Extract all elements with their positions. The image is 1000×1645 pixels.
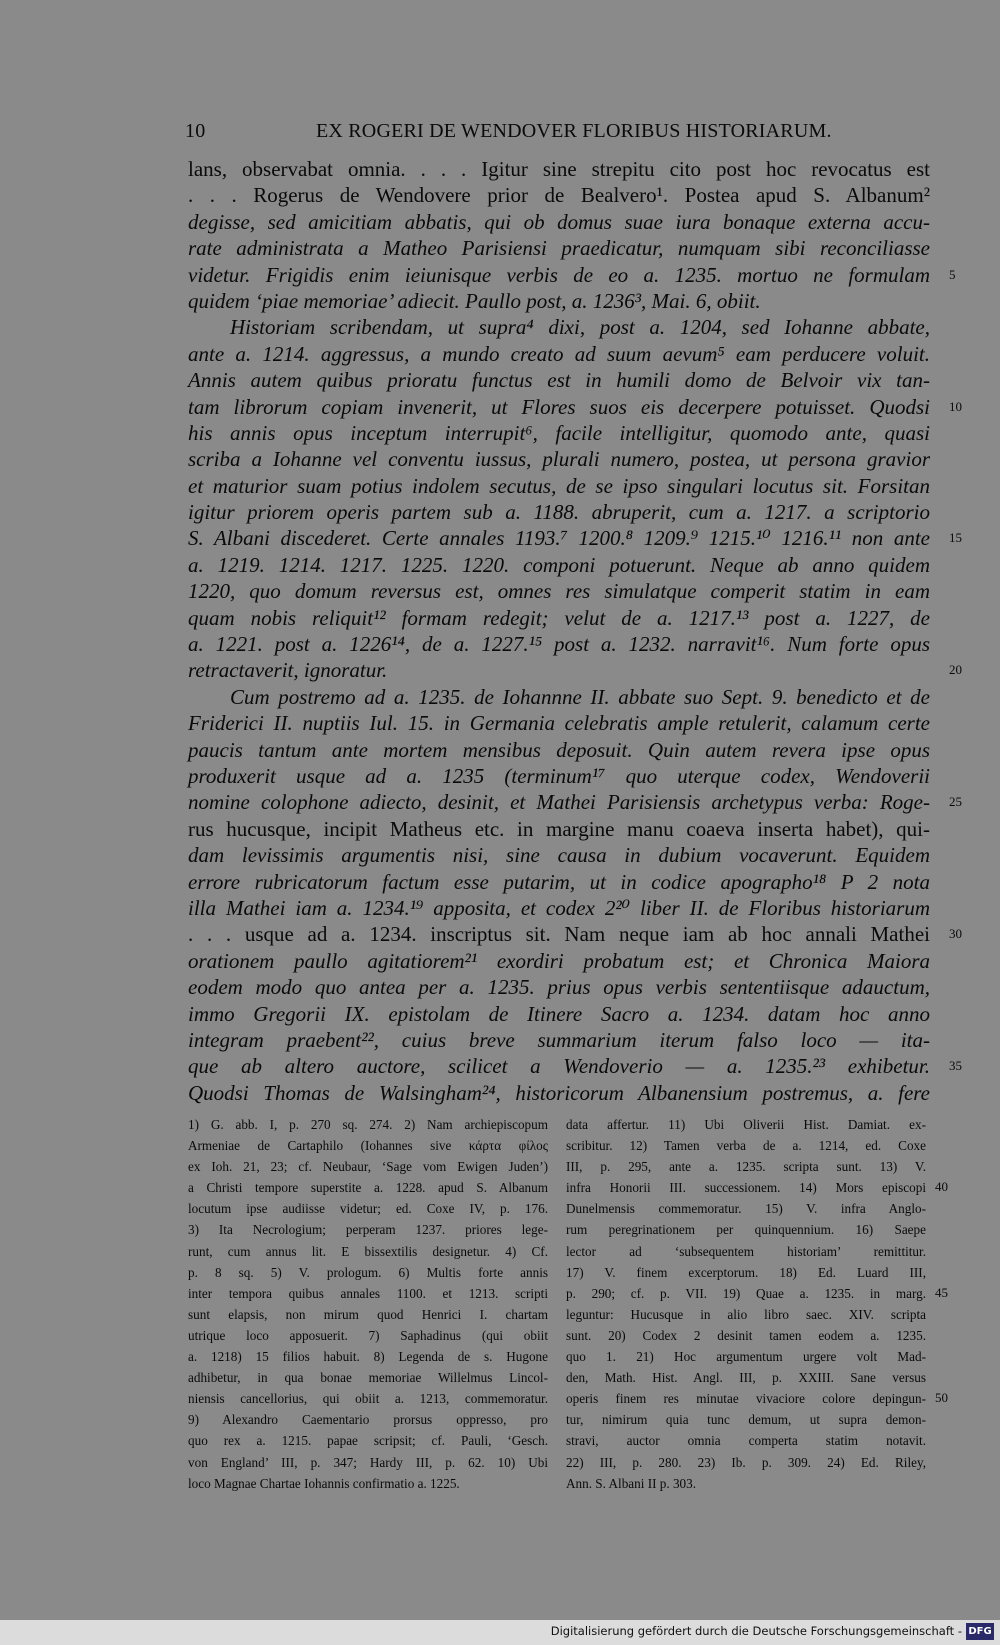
- text-line-content: Friderici II. nuptiis Iul. 15. in Germania celebratis ample retulerit, calamum certe: [188, 711, 930, 736]
- text-line: [188, 763, 930, 789]
- text-line: [188, 657, 962, 683]
- text-line: [188, 235, 930, 261]
- line-number: 20: [949, 662, 962, 678]
- footer-text: Digitalisierung gefördert durch die Deutsche Forschungsgemeinschaft -: [550, 1624, 962, 1638]
- text-line-content: Historiam scribendam, ut supra⁴ dixi, post a. 1204, sed Iohanne abbate,: [230, 315, 930, 340]
- text-line-content: que ab altero auctore, scilicet a Wendoverio — a. 1235.²³ exhibetur.: [188, 1054, 930, 1079]
- text-line: [188, 394, 962, 420]
- footnote-line: leguntur: Hucusque in alio libro saec. XIV. scripta: [566, 1306, 926, 1322]
- text-line-content: Annis autem quibus prioratu functus est in humili domo de Belvoir vix tan-: [188, 368, 930, 393]
- line-number: 25: [949, 794, 962, 810]
- footnote-line: Ann. S. Albani II p. 303.: [566, 1475, 697, 1491]
- text-line: [188, 1027, 930, 1053]
- text-line-content: retractaverit, ignoratur.: [188, 658, 388, 683]
- text-line-content: orationem paullo agitatiorem²¹ exordiri probatum est; et Chronica Maiora: [188, 948, 930, 973]
- text-line: [188, 789, 962, 815]
- text-line: [188, 921, 962, 947]
- text-line-content: S. Albani discederet. Certe annales 1193.⁷ 1200.⁸ 1209.⁹ 1215.¹⁰ 1216.¹¹ non ante: [188, 526, 930, 551]
- footnote-line: locutum ipse audiisse videtur; ed. Coxe IV, p. 176.: [188, 1201, 548, 1217]
- footnote-line: a Christi tempore superstite a. 1228. apud S. Albanum: [188, 1180, 548, 1196]
- footnote-line: a. 1218) 15 filios habuit. 8) Legenda de s. Hugone: [188, 1349, 548, 1365]
- footnote-line: III, p. 295, ante a. 1235. scripta sunt. 13) V.: [566, 1159, 926, 1175]
- footnote-line: sunt elapsis, non mirum quod Henrici I. chartam: [188, 1306, 548, 1322]
- text-line-content: 1220, quo domum reversus est, omnes res simulatque comperit statim in eam: [188, 579, 930, 604]
- text-line-content: rate administrata a Matheo Parisiensi praedicatur, numquam sibi reconciliasse: [188, 236, 930, 261]
- text-line-content: quam nobis reliquit¹² formam redegit; velut de a. 1217.¹³ post a. 1227, de: [188, 605, 930, 630]
- text-line: [188, 473, 930, 499]
- footnote-line: quo rex a. 1215. papae scripsit; cf. Pauli, ‘Gesch.: [188, 1433, 548, 1449]
- footnote-line: Dunelmensis commemoratur. 15) V. infra Anglo-: [566, 1201, 926, 1217]
- text-line: [188, 631, 930, 657]
- footnotes-left-column: [188, 1114, 548, 1494]
- text-line-content: immo Gregorii IX. epistolam de Itinere Sacro a. 1234. datam hoc anno: [188, 1001, 930, 1026]
- footnotes-right-column: [566, 1114, 926, 1494]
- text-line-content: tam librorum copiam invenerit, ut Flores suos eis decerpere potuisset. Quodsi: [188, 394, 930, 419]
- text-line-content: nomine colophone adiecto, desinit, et Mathei Parisiensis archetypus verba: Roge-: [188, 790, 930, 815]
- text-line-content: integram praebent²², cuius breve summarium iterum falso loco — ita-: [188, 1027, 930, 1052]
- footnote-line: quo 1. 21) Hoc argumentum urgere volt Mad-: [566, 1349, 926, 1365]
- text-line-content: et maturior suam potius indolem secutus, de se ipso singulari locutus sit. Forsitan: [188, 473, 930, 498]
- text-line: [188, 605, 930, 631]
- text-line: [188, 842, 930, 868]
- footnote-line: infra Honorii III. successionem. 14) Mors episcopi: [566, 1180, 926, 1196]
- text-line: [188, 710, 930, 736]
- footnote-line: operis finem res minutae vivaciore colore depingun-: [566, 1391, 926, 1407]
- footnote-line: 22) III, p. 280. 23) Ib. p. 309. 24) Ed. Riley,: [566, 1454, 926, 1470]
- main-text: [188, 156, 962, 1106]
- text-line: [188, 525, 962, 551]
- footnote-line: den, Math. Hist. Angl. III, p. XXIII. Sane versus: [566, 1370, 926, 1386]
- text-line-content: dam levissimis argumentis nisi, sine causa in dubium vocaverunt. Equidem: [188, 843, 930, 868]
- footnote-line: 17) V. finem excerptorum. 18) Ed. Luard III,: [566, 1264, 926, 1280]
- text-line-content: paucis tantum ante mortem mensibus deposuit. Quin autem revera ipse opus: [188, 737, 930, 762]
- footnote-line: rum peregrinationem per quinquennium. 16) Saepe: [566, 1222, 926, 1238]
- text-line: [188, 209, 930, 235]
- footnote-line: loco Magnae Chartae Iohannis confirmatio a. 1225.: [188, 1475, 460, 1491]
- text-line: [188, 737, 930, 763]
- footnote-line: inter tempora quibus annales 1100. et 1213. scripti: [188, 1285, 548, 1301]
- line-number: 45: [935, 1284, 948, 1300]
- text-line-content: eodem modo quo antea per a. 1235. prius opus verbis sententiisque adauctum,: [188, 975, 930, 1000]
- text-line-content: videtur. Frigidis enim ieiunisque verbis de eo a. 1235. mortuo ne formulam: [188, 262, 930, 287]
- line-number: 15: [949, 530, 962, 546]
- footnote-line: stravi, auctor omnia comperta statim notavit.: [566, 1433, 926, 1449]
- text-line: [188, 684, 930, 710]
- text-line-content: quidem ‘piae memoriae’ adiecit. Paullo post, a. 1236³, Mai. 6, obiit.: [188, 288, 761, 313]
- line-number: 30: [949, 926, 962, 942]
- text-line: [188, 156, 930, 182]
- footnote-line: utrique loco apposuerit. 7) Saphadinus (qui obiit: [188, 1327, 548, 1343]
- footnote-line: niensis cancellorius, qui obiit a. 1213, commemoratur.: [188, 1391, 548, 1407]
- text-line: [188, 869, 930, 895]
- text-line-content: his annis opus inceptum interrupit⁶, facile intelligitur, quomodo ante, quasi: [188, 420, 930, 445]
- line-number: 5: [949, 266, 956, 282]
- text-line-content: Cum postremo ad a. 1235. de Iohannne II. abbate suo Sept. 9. benedicto et de: [230, 684, 930, 709]
- text-line: [188, 341, 930, 367]
- text-line: [188, 895, 930, 921]
- footnote-line: scribitur. 12) Tamen verba de a. 1214, ed. Coxe: [566, 1138, 926, 1154]
- text-line-content: produxerit usque ad a. 1235 (terminum¹⁷ quo uterque codex, Wendoverii: [188, 763, 930, 788]
- text-line: [188, 420, 930, 446]
- text-line-content: a. 1221. post a. 1226¹⁴, de a. 1227.¹⁵ post a. 1232. narravit¹⁶. Num forte opus: [188, 632, 930, 657]
- text-line: [188, 1080, 930, 1106]
- text-line-content: igitur priorem operis partem sub a. 1188. abruperit, cum a. 1217. a scriptorio: [188, 500, 930, 525]
- text-line: [188, 182, 930, 208]
- footnote-line: 9) Alexandro Caementario prorsus oppresso, pro: [188, 1412, 548, 1428]
- text-line: [188, 367, 930, 393]
- running-title: EX ROGERI DE WENDOVER FLORIBUS HISTORIARUM.: [316, 120, 832, 142]
- footnote-line: von England’ III, p. 347; Hardy III, p. 62. 10) Ubi: [188, 1454, 548, 1470]
- dfg-logo: DFG: [966, 1623, 994, 1640]
- text-line: [188, 1053, 962, 1079]
- footnote-line: 3) Ita Necrologium; perperam 1237. priores lege-: [188, 1222, 548, 1238]
- footnote-line: adhibetur, in qua bonae memoriae Willelmus Lincol-: [188, 1370, 548, 1386]
- page-number: 10: [185, 120, 206, 142]
- text-line-content: . . . Rogerus de Wendovere prior de Bealvero¹. Postea apud S. Albanum²: [188, 183, 930, 208]
- footer-bar: [0, 1620, 1000, 1645]
- text-line-content: lans, observabat omnia. . . . Igitur sine strepitu cito post hoc revocatus est: [188, 157, 930, 181]
- text-line: [188, 974, 930, 1000]
- text-line: [188, 1001, 930, 1027]
- text-line-content: errore rubricatorum factum esse putarim, ut in codice apographo¹⁸ P 2 nota: [188, 869, 930, 894]
- text-line-content: Quodsi Thomas de Walsingham²⁴, historicorum Albanensium postremus, a. fere: [188, 1080, 930, 1105]
- text-line: [188, 578, 930, 604]
- text-line-content: degisse, sed amicitiam abbatis, qui ob domus suae iura bonaque externa accu-: [188, 209, 930, 234]
- footnote-line: p. 290; cf. p. VII. 19) Quae a. 1235. in marg.: [566, 1285, 926, 1301]
- text-line-content: ante a. 1214. aggressus, a mundo creato ad suum aevum⁵ eam perducere voluit.: [188, 341, 930, 366]
- footnote-line: 1) G. abb. I, p. 270 sq. 274. 2) Nam archiepiscopum: [188, 1117, 548, 1132]
- text-line-content: a. 1219. 1214. 1217. 1225. 1220. componi potuerunt. Neque ab anno quidem: [188, 552, 930, 577]
- text-line: [188, 816, 930, 842]
- footnote-line: ex Ioh. 21, 23; cf. Neubaur, ‘Sage vom Ewigen Juden’): [188, 1159, 548, 1175]
- text-line-content: rus hucusque, incipit Matheus etc. in margine manu coaeva inserta habet), qui-: [188, 816, 930, 841]
- footnote-line: runt, cum annus lit. E bissextilis designetur. 4) Cf.: [188, 1243, 548, 1259]
- text-line: [188, 552, 930, 578]
- line-number: 10: [949, 398, 962, 414]
- text-line-content: scriba a Iohanne vel conventu iussus, plurali numero, postea, ut persona gravior: [188, 447, 930, 472]
- footnote-line: data affertur. 11) Ubi Oliverii Hist. Damiat. ex-: [566, 1117, 926, 1132]
- line-number: 50: [935, 1390, 948, 1406]
- line-number: 35: [949, 1058, 962, 1074]
- footnote-line: sunt. 20) Codex 2 desinit tamen eodem a. 1235.: [566, 1327, 926, 1343]
- footnote-line: tur, nimirum quia tunc demum, ut supra demon-: [566, 1412, 926, 1428]
- text-line: [188, 948, 930, 974]
- text-line: [188, 262, 956, 288]
- text-line: [188, 446, 930, 472]
- footnote-line: p. 8 sq. 5) V. prologum. 6) Multis forte annis: [188, 1264, 548, 1280]
- text-line-content: illa Mathei iam a. 1234.¹⁹ apposita, et codex 2²⁰ liber II. de Floribus historiarum: [188, 895, 930, 920]
- text-line: [188, 499, 930, 525]
- footnote-line: lector ad ‘subsequentem historiam’ remittitur.: [566, 1243, 926, 1259]
- line-number: 40: [935, 1179, 948, 1195]
- text-line: [188, 288, 930, 314]
- footnote-line: Armeniae de Cartaphilo (Iohannes sive κάρτα φίλος: [188, 1138, 548, 1154]
- text-line: [188, 314, 930, 340]
- text-line-content: . . . usque ad a. 1234. inscriptus sit. Nam neque iam ab hoc annali Mathei: [188, 922, 930, 947]
